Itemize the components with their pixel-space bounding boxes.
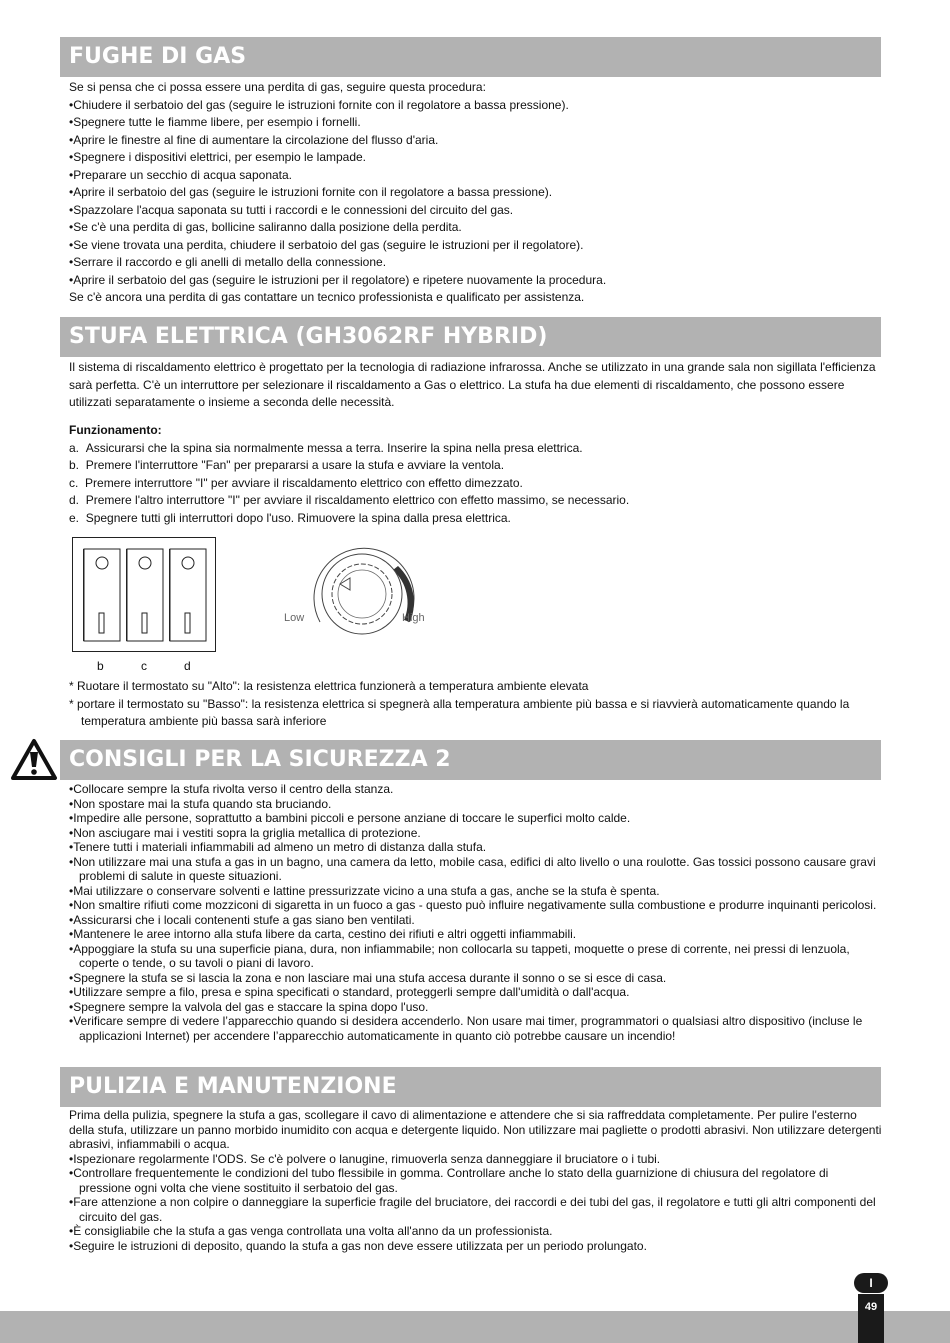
gas-leaks-outro: Se c'è ancora una perdita di gas contattare un tecnico professionista e qualificato per assistenza. [69,290,585,304]
list-item: • Spegnere tutte le fiamme libere, per esempio i fornelli. [69,114,882,132]
section-title-gas-leaks: FUGHE DI GAS [60,37,881,77]
cleaning-body [69,1108,882,1253]
list-item: • Verificare sempre di vedere l’apparecchio quando si desidera accenderlo. Non usare mai timer, programmatori o qualsiasi altro dispositivo (incluse le applicazioni Internet) per accendere l’apparecchio automaticamente in quanto ciò potrebbe causare un incendio! [69,1014,882,1043]
step-text: Premere l'interruttore "Fan" per prepararsi a usare la stufa e avviare la ventola. [85,458,505,472]
thermostat-notes [69,678,882,731]
gas-leaks-list [69,97,882,290]
list-item: • Utilizzare sempre a filo, presa e spina specificati o standard, proteggerli sempre dall'umidità o dall'acqua. [69,985,882,1000]
step-letter: d. [69,493,80,507]
list-item: • Non utilizzare mai una stufa a gas in un bagno, una camera da letto, mobile casa, edifici di alto livello o una roulotte. Gas tossici possono causare gravi problemi di salute in queste situazioni. [69,855,882,884]
list-item: • Non smaltire rifiuti come mozziconi di sigaretta in un fuoco a gas - questo può influire negativamente sulla combustione e produrre inquinanti pericolosi. [69,898,882,913]
step-text: Assicurarsi che la spina sia normalmente messa a terra. Inserire la spina nella presa elettrica. [85,440,583,455]
list-item: • Tenere tutti i materiali infiammabili ad almeno un metro di distanza dalla stufa. [69,840,882,855]
list-item: • Fare attenzione a non colpire o danneggiare la superficie fragile del bruciatore, dei raccordi e dei tubi del gas, il regolatore e tutti gli altri componenti del circuito del gas. [69,1195,882,1224]
cleaning-list [69,1152,882,1254]
page-number: 49 [858,1294,884,1343]
switch-c [126,549,163,641]
list-item: • Spegnere i dispositivi elettrici, per esempio le lampade. [69,149,882,167]
note-item: * portare il termostato su "Basso": la resistenza elettrica si spegnerà alla temperatura ambiente più bassa e si riavvierà automaticamente quando la temperatura ambiente più bassa sarà inferiore [69,696,850,728]
list-item [69,457,882,475]
list-item: • Spegnere la stufa se si lascia la zona e non lasciare mai una stufa accesa durante il sonno o se si esce di casa. [69,971,882,986]
switch-label-b: b [97,659,104,673]
list-item: • Non asciugare mai i vestiti sopra la griglia metallica di protezione. [69,826,882,841]
dial-low-label: Low [284,612,305,624]
cleaning-intro: Prima della pulizia, spegnere la stufa a gas, scollegare il cavo di alimentazione e attendere che si sia raffreddata completamente. Per pulire l'esterno della stufa, utilizzare un panno morbido inumidito con acqua e detergente liquido. Non utilizzare mai pagliette o prodotti abrasivi. Non utilizzare detergenti abrasivi, infiammabili o acqua. [69,1108,882,1151]
list-item: • Aprire le finestre al fine di aumentare la circolazione del flusso d'aria. [69,132,882,150]
list-item: • Spazzolare l'acqua saponata su tutti i raccordi e le connessioni del circuito del gas. [69,202,882,220]
switch-label-c: c [141,659,147,673]
electric-heater-intro: Il sistema di riscaldamento elettrico è progettato per la tecnologia di radiazione infrarossa. Anche se utilizzato in una grande sala non sigillata l'efficienza sarà perfetta. C'è un interruttore per selezionare il riscaldamento a Gas o elettrico. La stufa ha due elementi di riscaldamento, che possono essere utilizzati separatamente o insieme a seconda delle necessità. [69,360,876,409]
list-item: • Controllare frequentemente le condizioni del tubo flessibile in gomma. Controllare anche lo stato della guarnizione di chiusura del regolatore di pressione ogni volta che viene sostituito il serbatoio del gas. [69,1166,882,1195]
footer-bar [0,1311,950,1343]
operation-heading: Funzionamento: [69,423,162,437]
list-item: • Non spostare mai la stufa quando sta bruciando. [69,797,882,812]
list-item: • Aprire il serbatoio del gas (seguire le istruzioni per il regolatore) e ripetere nuovamente la procedura. [69,272,882,290]
thermostat-dial-illustration [280,534,440,659]
list-item [69,510,882,528]
warning-triangle-icon [10,738,58,782]
gas-leaks-body [69,79,882,307]
step-text: Spegnere tutti gli interruttori dopo l'uso. Rimuovere la spina dalla presa elettrica. [85,510,511,525]
switch-label-d: d [184,659,191,673]
list-item [69,475,882,493]
step-letter: b. [69,458,80,472]
switch-b [83,549,120,641]
step-text: Premere interruttore "I" per avviare il riscaldamento elettrico con effetto dimezzato. [85,475,523,490]
list-item [69,440,882,458]
list-item: • Se c'è una perdita di gas, bollicine saliranno dalla posizione della perdita. [69,219,882,237]
list-item: • Chiudere il serbatoio del gas (seguire le istruzioni fornite con il regolatore a bassa pressione). [69,97,882,115]
operation-block [69,422,882,527]
list-item: • Mai utilizzare o conservare solventi e lattine pressurizzate vicino a una stufa a gas, anche se la stufa è spenta. [69,884,882,899]
section-title-cleaning: PULIZIA E MANUTENZIONE [60,1067,881,1107]
switch-d [169,549,206,641]
switch-panel-illustration [72,537,217,653]
list-item: • Spegnere sempre la valvola del gas e staccare la spina dopo l'uso. [69,1000,882,1015]
step-text: Premere l'altro interruttore "I" per avviare il riscaldamento elettrico con effetto massimo, se necessario. [85,493,630,507]
note-item: * Ruotare il termostato su "Alto": la resistenza elettrica funzionerà a temperatura ambiente elevata [69,679,589,693]
list-item: • Collocare sempre la stufa rivolta verso il centro della stanza. [69,782,882,797]
step-letter: c. [69,475,79,490]
language-badge: I [854,1273,888,1293]
list-item [69,492,882,510]
safety-body [69,782,882,1043]
section-title-electric-heater: STUFA ELETTRICA (GH3062RF HYBRID) [60,317,881,357]
list-item: • Se viene trovata una perdita, chiudere il serbatoio del gas (seguire le istruzioni per il regolatore). [69,237,882,255]
safety-list [69,782,882,1043]
list-item: • Aprire il serbatoio del gas (seguire le istruzioni fornite con il regolatore a bassa pressione). [69,184,882,202]
list-item: • Ispezionare regolarmente l'ODS. Se c'è polvere o lanugine, rimuoverla senza danneggiare il bruciatore o i tubi. [69,1152,882,1167]
list-item: • Preparare un secchio di acqua saponata. [69,167,882,185]
list-item: • È consigliabile che la stufa a gas venga controllata una volta all'anno da un professionista. [69,1224,882,1239]
list-item: • Seguire le istruzioni di deposito, quando la stufa a gas non deve essere utilizzata per un periodo prolungato. [69,1239,882,1254]
list-item: • Serrare il raccordo e gli anelli di metallo della connessione. [69,254,882,272]
operation-steps [69,440,882,528]
step-letter: e. [69,510,80,525]
list-item: • Appoggiare la stufa su una superficie piana, dura, non infiammabile; non collocarla su tappeti, moquette o prese di corrente, nei pressi di lenzuola, coperte o tende, o su tavoli o piani di lavoro. [69,942,882,971]
section-title-safety: CONSIGLI PER LA SICUREZZA 2 [60,740,881,780]
list-item: • Mantenere le aree intorno alla stufa libere da carta, cestino dei rifiuti e altri oggetti infiammabili. [69,927,882,942]
dial-high-label: High [402,612,425,624]
gas-leaks-intro: Se si pensa che ci possa essere una perdita di gas, seguire questa procedura: [69,80,486,94]
step-letter: a. [69,440,80,455]
electric-heater-intro-block [69,359,882,412]
list-item: • Impedire alle persone, soprattutto a bambini piccoli e persone anziane di toccare le superfici molto calde. [69,811,882,826]
list-item: • Assicurarsi che i locali contenenti stufe a gas siano ben ventilati. [69,913,882,928]
